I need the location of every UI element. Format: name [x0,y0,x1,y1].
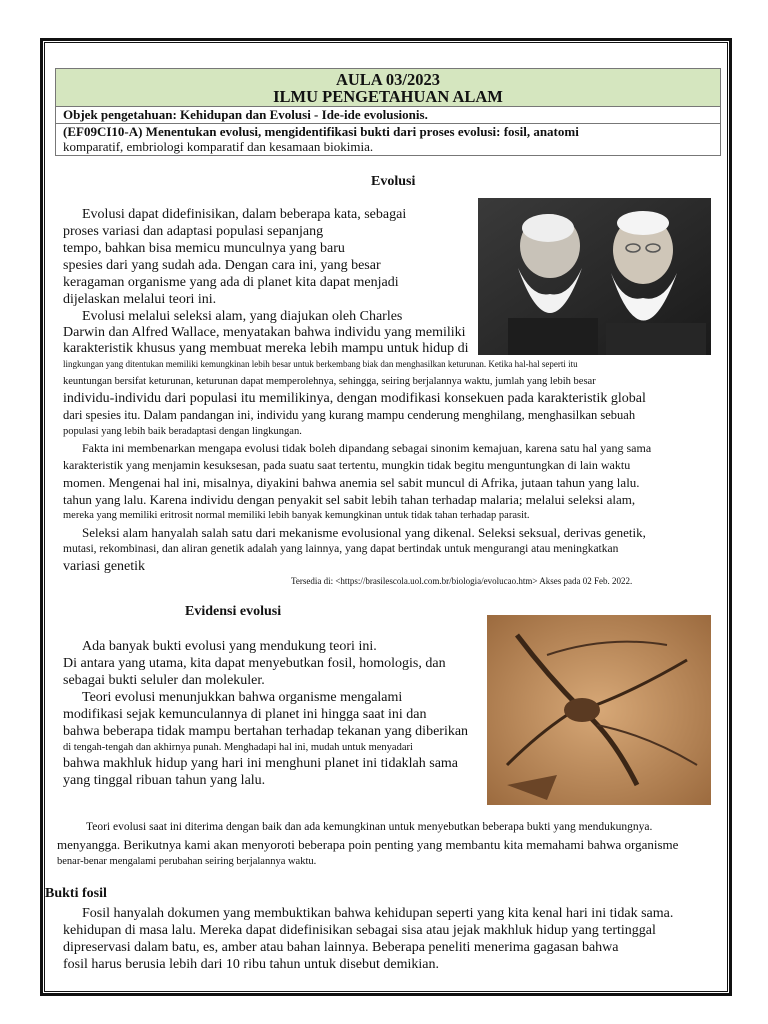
s2-line-3: sebagai bukti seluler dan molekuler. [63,673,265,688]
knowledge-object: Objek pengetahuan: Kehidupan dan Evolusi - Ide-ide evolusionis. [56,107,720,124]
s2-line-10: Teori evolusi saat ini diterima dengan baik dan ada kemungkinan untuk menyebutkan beberapa bukti yang mendukungnya. [86,821,653,833]
s1-line-15: Fakta ini membenarkan mengapa evolusi tidak boleh dipandang sebagai sinonim kemajuan, karena satu hal yang sama [82,441,652,455]
s2-line-5: modifikasi sejak kemunculannya di planet ini hingga saat ini dan [63,707,427,722]
s1-line-12: individu-individu dari populasi itu memilikinya, dengan modifikasi konsekuen pada karakteristik global [63,391,646,406]
section-title-bukti-fosil: Bukti fosil [45,886,107,901]
s1-line-20: Seleksi alam hanyalah salah satu dari mekanisme evolusional yang dikenal. Seleksi seksual, derivas genetik, [82,525,646,540]
citation: Tersedia di: <https://brasilescola.uol.com.br/biologia/evolucao.htm> Akses pada 02 Feb. 2022. [291,576,633,586]
s1-line-2: proses variasi dan adaptasi populasi sepanjang [63,224,324,239]
s3-line-2: kehidupan di masa lalu. Mereka dapat didefinisikan sebagai sisa atau jejak makhluk hidup yang tertinggal [63,923,656,938]
s1-line-9: karakteristik khusus yang membuat mereka lebih mampu untuk hidup di [63,341,469,356]
s1-line-18: tahun yang lalu. Karena individu dengan penyakit sel sabit lebih tahan terhadap malaria; melalui seleksi alam, [63,492,636,507]
s2-line-8: bahwa makhluk hidup yang hari ini menghuni planet ini tidaklah sama [63,756,459,771]
s2-line-1: Ada banyak bukti evolusi yang mendukung teori ini. [82,639,377,654]
skill-code-line: (EF09CI10-A) Menentukan evolusi, mengidentifikasi bukti dari proses evolusi: fosil, anatomi [63,124,579,139]
s2-line-7: di tengah-tengah dan akhirnya punah. Menghadapi hal ini, mudah untuk menyadari [63,742,413,753]
s3-line-1: Fosil hanyalah dokumen yang membuktikan bahwa kehidupan seperti yang kita kenal hari ini tidak sama. [82,906,674,921]
s1-line-10: lingkungan yang ditentukan memiliki kemungkinan lebih besar untuk berkembang biak dan menghasilkan keturunan. Ketika hal-hal seperti itu [63,359,578,369]
s3-line-4: fosil harus berusia lebih dari 10 ribu tahun untuk disebut demikian. [63,957,439,972]
s1-line-21: mutasi, rekombinasi, dan aliran genetik adalah yang lainnya, yang dapat bertindak untuk mengurangi atau meningkatkan [63,543,619,555]
s1-line-4: spesies dari yang sudah ada. Dengan cara ini, yang besar [63,258,381,273]
s2-line-2: Di antara yang utama, kita dapat menyebutkan fosil, homologis, dan [63,656,446,671]
s1-line-19: mereka yang memiliki eritrosit normal memiliki lebih banyak kemungkinan untuk tidak tahan terhadap parasit. [63,510,530,521]
s2-line-11: menyangga. Berikutnya kami akan menyoroti beberapa poin penting yang membantu kita memahami bahwa organisme [57,837,679,852]
s1-line-6: dijelaskan melalui teori ini. [63,292,217,307]
s2-line-9: yang tinggal ribuan tahun yang lalu. [63,773,266,788]
s1-line-16: karakteristik yang menjamin kesuksesan, pada suatu saat tertentu, mungkin tidak begitu menguntungkan di lain waktu [63,458,631,472]
title-cell [56,69,720,107]
fossil-photo [487,615,711,805]
s1-line-11: keuntungan bersifat keturunan, keturunan dapat memperolehnya, sehingga, seiring berjalannya waktu, jumlah yang lebih besar [63,376,596,387]
skill-description [56,124,720,156]
s1-line-5: keragaman organisme yang ada di planet kita dapat menjadi [63,275,399,290]
s1-line-8: Darwin dan Alfred Wallace, menyatakan bahwa individu yang memiliki [63,325,466,340]
section-title-evolusi: Evolusi [371,174,416,189]
s1-line-1: Evolusi dapat didefinisikan, dalam beberapa kata, sebagai [82,207,407,222]
darwin-wallace-photo [478,198,711,355]
s2-line-12: benar-benar mengalami perubahan seiring berjalannya waktu. [57,856,317,867]
s1-line-22: variasi genetik [63,559,146,574]
subject-title: ILMU PENGETAHUAN ALAM [273,87,503,106]
header-table [55,68,721,156]
s1-line-7: Evolusi melalui seleksi alam, yang diajukan oleh Charles [82,309,403,324]
section-title-evidensi: Evidensi evolusi [185,604,282,619]
s1-line-17: momen. Mengenai hal ini, misalnya, diyakini bahwa anemia sel sabit muncul di Afrika, jutaan tahun yang lalu. [63,475,640,490]
s1-line-3: tempo, bahkan bisa memicu munculnya yang baru [63,241,345,256]
skill-rest: komparatif, embriologi komparatif dan kesamaan biokimia. [63,139,374,154]
lesson-number: AULA 03/2023 [335,70,441,89]
s2-line-4: Teori evolusi menunjukkan bahwa organisme mengalami [82,690,403,705]
s3-line-3: dipreservasi dalam batu, es, amber atau bahan lainnya. Beberapa peneliti menerima gagasan bahwa [63,940,619,955]
s1-line-14: populasi yang lebih baik beradaptasi dengan lingkungan. [63,426,302,437]
s2-line-6: bahwa beberapa tidak mampu bertahan terhadap tekanan yang diberikan [63,724,469,739]
s1-line-13: dari spesies itu. Dalam pandangan ini, individu yang kurang mampu cenderung menghilang, menghasilkan sebuah [63,408,636,422]
